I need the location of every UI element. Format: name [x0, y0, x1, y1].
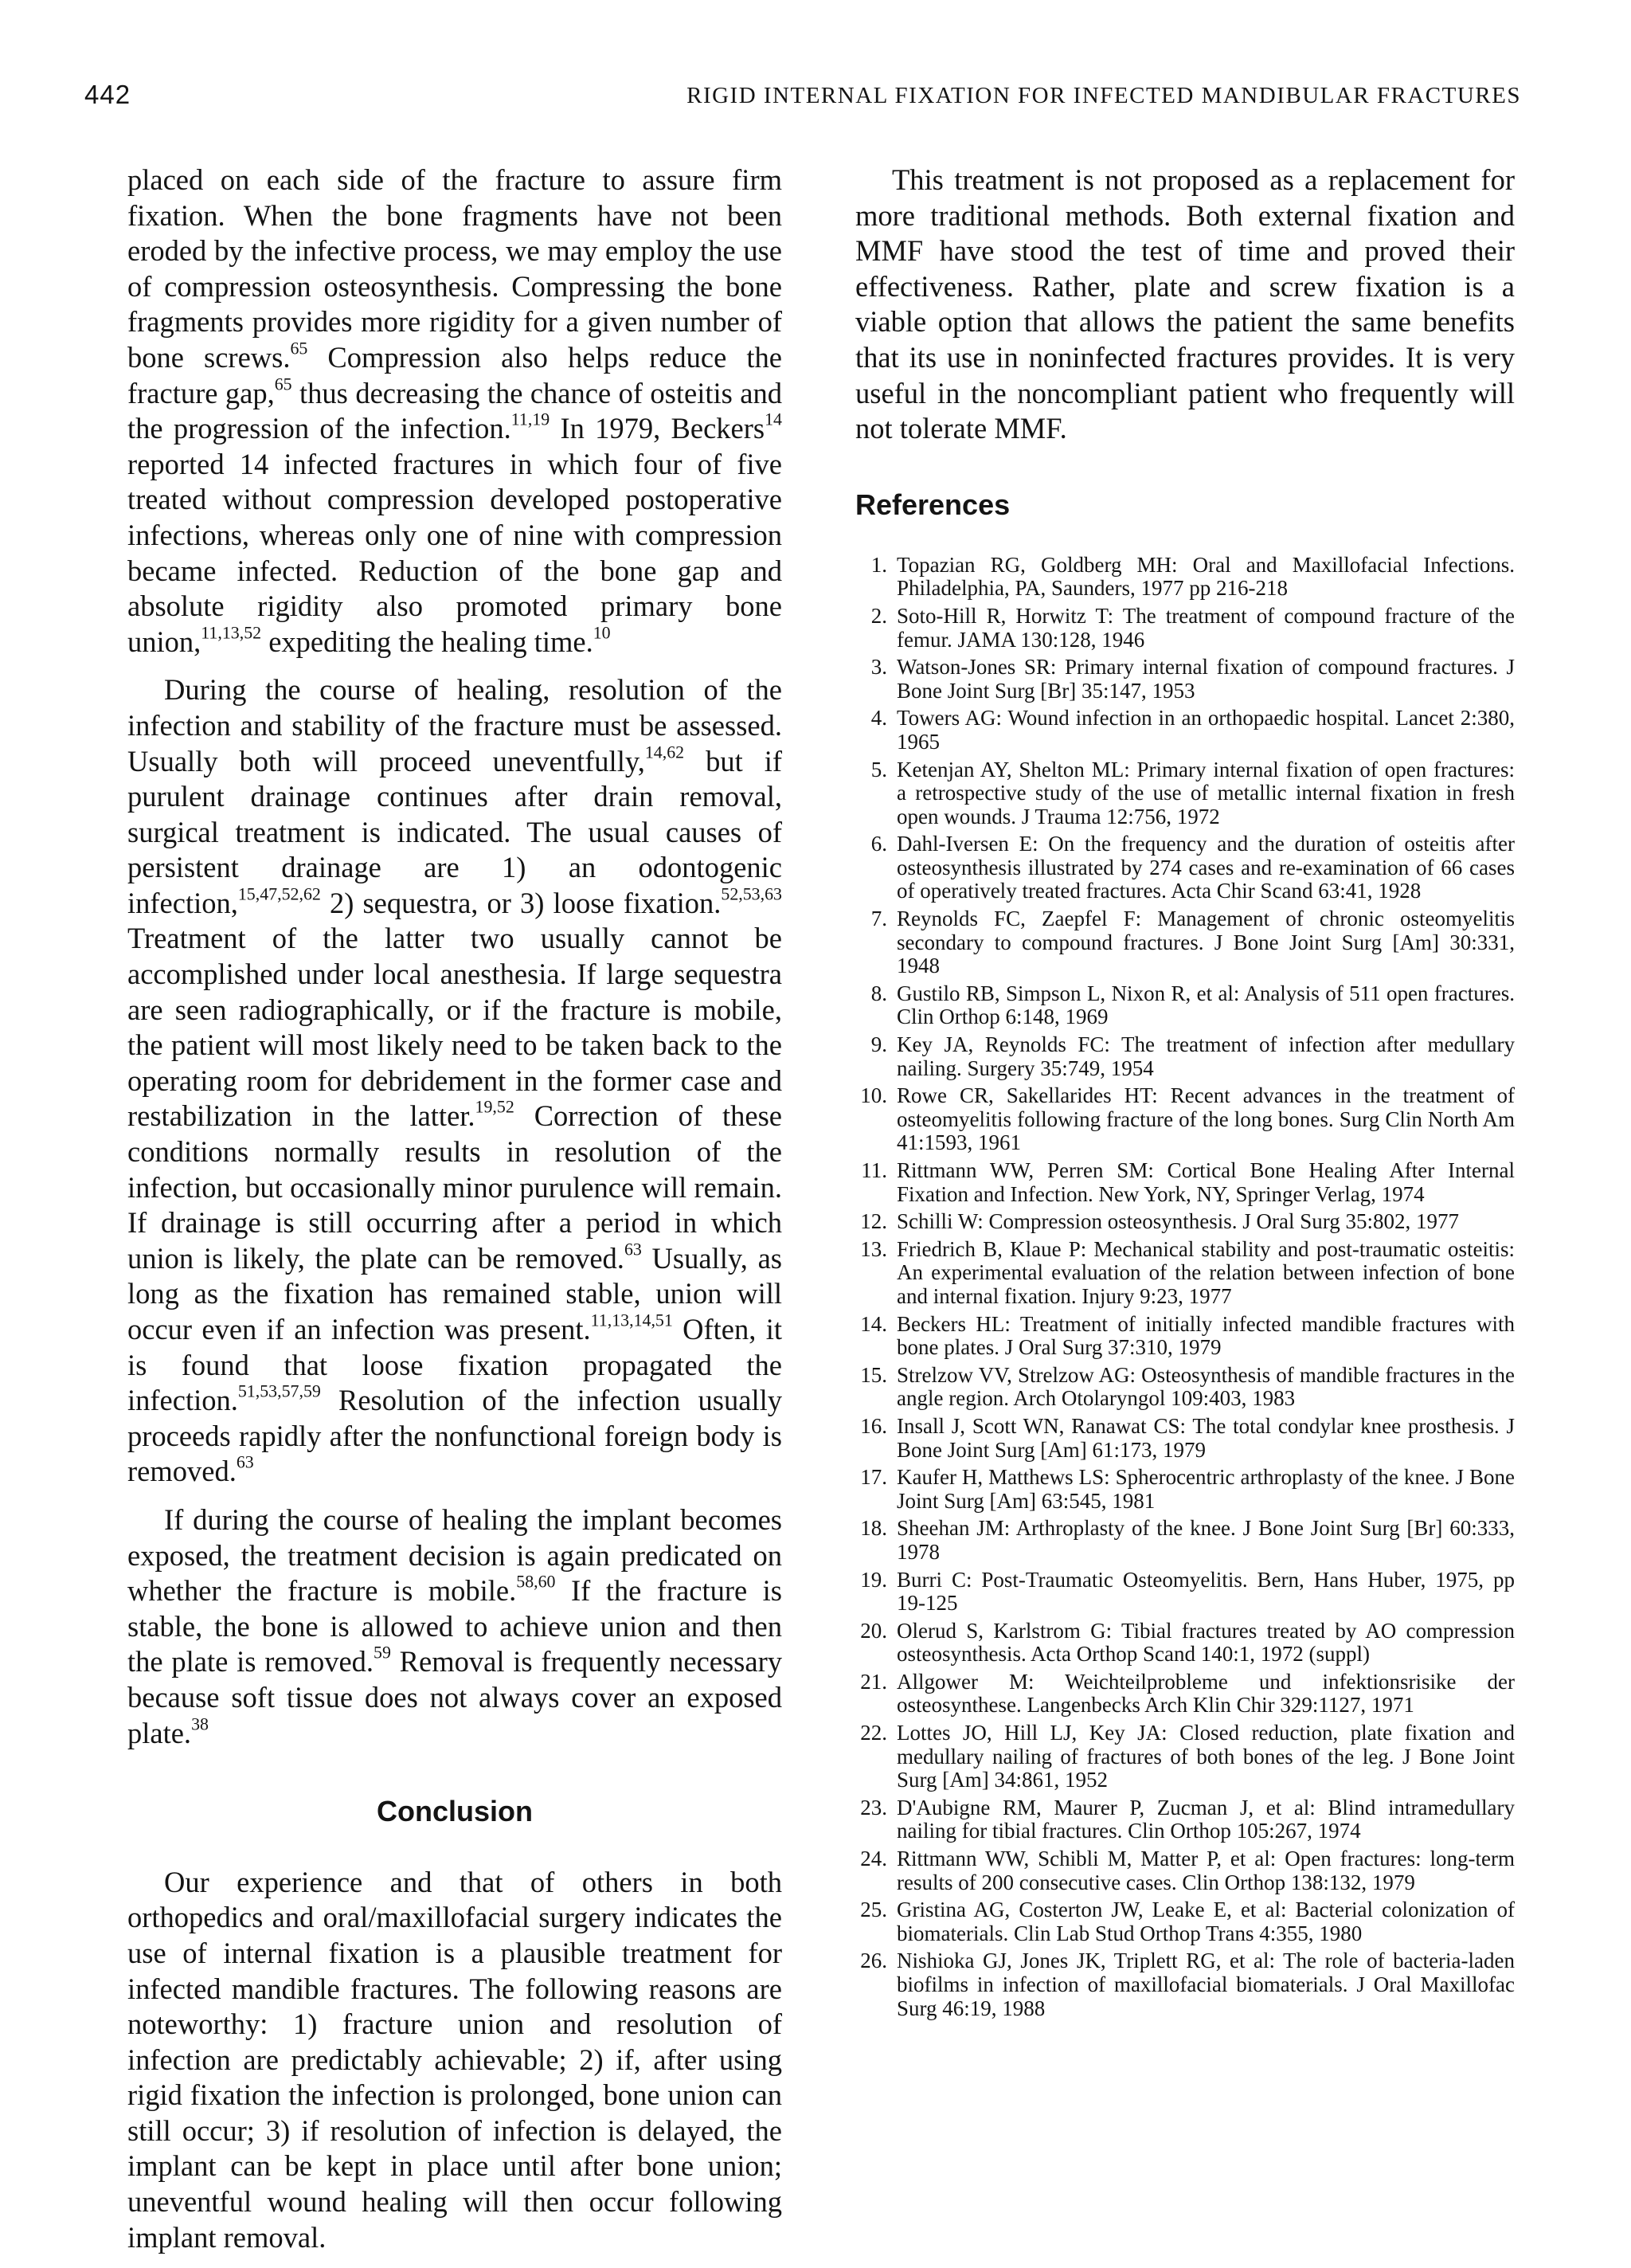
reference-text: Gristina AG, Costerton JW, Leake E, et al: Bacterial colonization of biomaterials. Clin Lab Stud Orthop Trans 4:355, 1980	[897, 1898, 1515, 1945]
citation-superscript: 14,62	[644, 742, 685, 762]
reference-text: Towers AG: Wound infection in an orthopaedic hospital. Lancet 2:380, 1965	[897, 706, 1515, 754]
reference-number: 15.	[860, 1362, 887, 1387]
reference-item	[855, 1517, 1515, 1564]
reference-text: Nishioka GJ, Jones JK, Triplett RG, et al: The role of bacteria-laden biofilms in infection of maxillofacial biomaterials. J Oral Maxillofac Surg 46:19, 1988	[897, 1949, 1515, 2020]
reference-text: D'Aubigne RM, Maurer P, Zucman J, et al: Blind intramedullary nailing for tibial fractures. Clin Orthop 105:267, 1974	[897, 1795, 1515, 1843]
reference-item	[855, 1415, 1515, 1462]
citation-superscript: 14	[765, 409, 782, 429]
text-run: but if purulent drainage continues after drain removal, surgical treatment is indicated. The usual causes of persistent drainage are 1) an odontogenic infection,	[127, 744, 782, 919]
reference-text: Burri C: Post-Traumatic Osteomyelitis. Bern, Hans Huber, 1975, pp 19-125	[897, 1567, 1515, 1616]
reference-text: Topazian RG, Goldberg MH: Oral and Maxillofacial Infections. Philadelphia, PA, Saunders, 1977 pp 216-218	[897, 552, 1515, 601]
conclusion-heading: Conclusion	[377, 1795, 533, 1828]
reference-number: 13.	[860, 1236, 887, 1261]
reference-text: Friedrich B, Klaue P: Mechanical stability and post-traumatic osteitis: An experimental evaluation of the relation between infection of bone and internal fixation. Injury 9:23, 1977	[897, 1236, 1515, 1308]
text-run: Compression also helps reduce the fracture gap,	[127, 340, 782, 409]
reference-item	[855, 1364, 1515, 1411]
reference-number: 18.	[860, 1516, 887, 1541]
text-run: 2) sequestra, or 3) loose fixation.	[320, 886, 722, 919]
reference-item	[855, 1620, 1515, 1667]
reference-list	[855, 554, 1515, 2020]
right-column	[855, 163, 1515, 2024]
reference-number: 7.	[870, 907, 887, 931]
citation-superscript: 63	[624, 1239, 642, 1259]
reference-number: 9.	[870, 1032, 887, 1057]
citation-superscript: 65	[290, 338, 308, 358]
reference-item	[855, 656, 1515, 703]
body-paragraph-2	[127, 672, 782, 1490]
citation-superscript: 11,13,52	[201, 622, 262, 643]
citation-superscript: 59	[374, 1642, 391, 1663]
reference-text: Rittmann WW, Perren SM: Cortical Bone Healing After Internal Fixation and Infection. New York, NY, Springer Verlag, 1974	[897, 1158, 1515, 1206]
reference-text: Sheehan JM: Arthroplasty of the knee. J Bone Joint Surg [Br] 60:333, 1978	[897, 1516, 1515, 1564]
reference-item	[855, 1033, 1515, 1080]
reference-number: 1.	[870, 552, 887, 577]
text-run: expediting the healing time.	[261, 625, 593, 658]
text-run: In 1979, Beckers	[550, 412, 765, 445]
reference-number: 24.	[860, 1847, 887, 1871]
right-intro-paragraph: This treatment is not proposed as a replacement for more traditional methods. Both external fixation and MMF have stood the test of time and proved their effectiveness. Rather, plate and screw fixation is a viable option that allows the patient the same benefits that its use in noninfected fractures provides. It is very useful in the noncompliant patient who frequently will not tolerate MMF.	[855, 163, 1515, 445]
reference-text: Soto-Hill R, Horwitz T: The treatment of compound fracture of the femur. JAMA 130:128, 1946	[897, 603, 1515, 652]
reference-number: 11.	[861, 1158, 887, 1182]
reference-text: Insall J, Scott WN, Ranawat CS: The total condylar knee prosthesis. J Bone Joint Surg [Am] 61:173, 1979	[897, 1413, 1515, 1462]
reference-item	[855, 554, 1515, 601]
text-run: If during the course of healing the implant becomes exposed, the treatment decision is again predicated on whether the fracture is mobile.	[127, 1502, 782, 1608]
reference-number: 10.	[860, 1083, 887, 1108]
reference-number: 4.	[870, 706, 887, 731]
body-paragraph-3	[127, 1502, 782, 1751]
reference-item	[855, 907, 1515, 978]
text-run: Resolution of the infection usually proceeds rapidly after the nonfunctional foreign body is removed.	[127, 1384, 782, 1488]
reference-text: Olerud S, Karlstrom G: Tibial fractures treated by AO compression osteosynthesis. Acta Orthop Scand 140:1, 1972 (suppl)	[897, 1618, 1515, 1667]
reference-item	[855, 1084, 1515, 1155]
reference-number: 14.	[860, 1311, 887, 1336]
reference-item	[855, 1671, 1515, 1718]
reference-number: 6.	[870, 832, 887, 856]
citation-superscript: 51,53,57,59	[237, 1381, 321, 1401]
reference-item	[855, 1238, 1515, 1309]
text-run: placed on each side of the fracture to assure firm fixation. When the bone fragments have not been eroded by the infective process, we may employ the use of compression osteosynthesis. Compressing the bone fragments provides more rigidity for a given number of bone screws.	[127, 163, 782, 374]
reference-text: Strelzow VV, Strelzow AG: Osteosynthesis of mandible fractures in the angle region. Arch Otolaryngol 109:403, 1983	[897, 1362, 1515, 1411]
reference-number: 16.	[860, 1413, 887, 1438]
reference-text: Dahl-Iversen E: On the frequency and the duration of osteitis after osteosynthesis illustrated by 274 cases and re-examination of 66 cases of operatively treated fractures. Acta Chir Scand 63:41, 1928	[897, 832, 1515, 903]
text-run: thus decreasing the chance of osteitis and the progression of the infection.	[127, 376, 782, 445]
text-run: Removal is frequently necessary because soft tissue does not always cover an exposed plate.	[127, 1645, 782, 1749]
page-number: 442	[84, 80, 131, 109]
reference-item	[855, 1466, 1515, 1513]
reference-text: Rittmann WW, Schibli M, Matter P, et al: Open fractures: long-term results of 200 consecutive cases. Clin Orthop 138:132, 1979	[897, 1847, 1515, 1894]
reference-number: 12.	[860, 1209, 887, 1234]
reference-item	[855, 1313, 1515, 1360]
citation-superscript: 15,47,52,62	[237, 883, 321, 904]
reference-item	[855, 982, 1515, 1029]
reference-number: 26.	[860, 1949, 887, 1973]
reference-number: 8.	[870, 981, 887, 1005]
reference-item	[855, 1847, 1515, 1894]
reference-number: 21.	[860, 1669, 887, 1694]
reference-item	[855, 1210, 1515, 1234]
body-paragraph-1	[127, 163, 782, 660]
citation-superscript: 38	[191, 1714, 209, 1734]
text-run: Correction of these conditions normally results in resolution of the infection, but occasionally minor purulence will remain. If drainage is still occurring after a period in which union is likely, the plate can be removed.	[127, 1099, 782, 1275]
reference-text: Allgower M: Weichteilprobleme und infektionsrisike der osteosynthese. Langenbecks Arch Klin Chir 329:1127, 1971	[897, 1669, 1515, 1718]
reference-item	[855, 1159, 1515, 1206]
text-run: reported 14 infected fractures in which four of five treated without compression developed postoperative infections, whereas only one of nine with compression became infected. Reduction of the bone gap and absolute rigidity also promoted primary bone union,	[127, 447, 782, 658]
citation-superscript: 65	[274, 374, 292, 394]
text-run: During the course of healing, resolution of the infection and stability of the fracture must be assessed. Usually both will proceed uneventfully,	[127, 673, 782, 778]
reference-number: 2.	[870, 603, 887, 628]
citation-superscript: 19,52	[475, 1097, 514, 1118]
reference-text: Schilli W: Compression osteosynthesis. J Oral Surg 35:802, 1977	[897, 1209, 1460, 1234]
text-run: Often, it is found that loose fixation propagated the infection.	[127, 1313, 782, 1417]
reference-item	[855, 1722, 1515, 1792]
reference-item	[855, 1898, 1515, 1945]
reference-number: 20.	[860, 1618, 887, 1643]
reference-text: Kaufer H, Matthews LS: Spherocentric arthroplasty of the knee. J Bone Joint Surg [Am] 63:545, 1981	[897, 1465, 1515, 1513]
reference-text: Ketenjan AY, Shelton ML: Primary internal fixation of open fractures: a retrospective study of the use of metallic internal fixation in fresh open wounds. J Trauma 12:756, 1972	[897, 757, 1515, 828]
reference-number: 5.	[870, 757, 887, 781]
reference-item	[855, 707, 1515, 754]
running-title: RIGID INTERNAL FIXATION FOR INFECTED MANDIBULAR FRACTURES	[686, 83, 1521, 108]
reference-text: Watson-Jones SR: Primary internal fixation of compound fractures. J Bone Joint Surg [Br] 35:147, 1953	[897, 655, 1515, 703]
reference-item	[855, 1796, 1515, 1843]
citation-superscript: 11,13,14,51	[590, 1310, 673, 1330]
citation-superscript: 10	[593, 622, 611, 643]
reference-number: 25.	[860, 1898, 887, 1922]
reference-number: 22.	[860, 1721, 887, 1745]
reference-text: Rowe CR, Sakellarides HT: Recent advances in the treatment of osteomyelitis following fracture of the long bones. Surg Clin North Am 41:1593, 1961	[897, 1083, 1515, 1155]
reference-text: Key JA, Reynolds FC: The treatment of infection after medullary nailing. Surgery 35:749, 1954	[897, 1032, 1515, 1080]
reference-item	[855, 605, 1515, 652]
reference-text: Reynolds FC, Zaepfel F: Management of chronic osteomyelitis secondary to compound fractures. J Bone Joint Surg [Am] 30:331, 1948	[897, 907, 1515, 978]
text-run: Usually, as long as the fixation has remained stable, union will occur even if an infection was present.	[127, 1241, 782, 1346]
reference-text: Beckers HL: Treatment of initially infected mandible fractures with bone plates. J Oral Surg 37:310, 1979	[897, 1311, 1515, 1360]
reference-item	[855, 1949, 1515, 2020]
references-heading: References	[855, 488, 1011, 521]
reference-text: Lottes JO, Hill LJ, Key JA: Closed reduction, plate fixation and medullary nailing of fractures of both bones of the leg. J Bone Joint Surg [Am] 34:861, 1952	[897, 1721, 1515, 1792]
conclusion-paragraph: Our experience and that of others in both orthopedics and oral/maxillofacial surgery indicates the use of internal fixation is a plausible treatment for infected mandible fractures. The following reasons are noteworthy: 1) fracture union and resolution of infection are predictably achievable; 2) if, after using rigid fixation the infection is prolonged, bone union can still occur; 3) if resolution of infection is delayed, the implant can be kept in place until after bone union; uneventful wound healing will then occur following implant removal.	[127, 1865, 782, 2254]
citation-superscript: 63	[236, 1451, 254, 1472]
reference-item	[855, 832, 1515, 903]
citation-superscript: 52,53,63	[721, 883, 782, 904]
text-run: If the fracture is stable, the bone is allowed to achieve union and then the plate is removed.	[127, 1574, 783, 1678]
reference-number: 19.	[860, 1567, 887, 1592]
text-run: Treatment of the latter two usually cannot be accomplished under local anesthesia. If large sequestra are seen radiographically, or if the fracture is mobile, the patient will most likely need to be taken back to the operating room for debridement in the former case and restabilization in the latter.	[127, 922, 782, 1133]
reference-number: 17.	[860, 1465, 887, 1490]
reference-item	[855, 1569, 1515, 1616]
reference-number: 23.	[860, 1795, 887, 1819]
left-column	[127, 163, 782, 2268]
citation-superscript: 11,19	[510, 409, 550, 429]
reference-number: 3.	[870, 655, 887, 680]
citation-superscript: 58,60	[516, 1571, 556, 1592]
reference-text: Gustilo RB, Simpson L, Nixon R, et al: Analysis of 511 open fractures. Clin Orthop 6:148, 1969	[897, 981, 1515, 1029]
reference-item	[855, 758, 1515, 829]
